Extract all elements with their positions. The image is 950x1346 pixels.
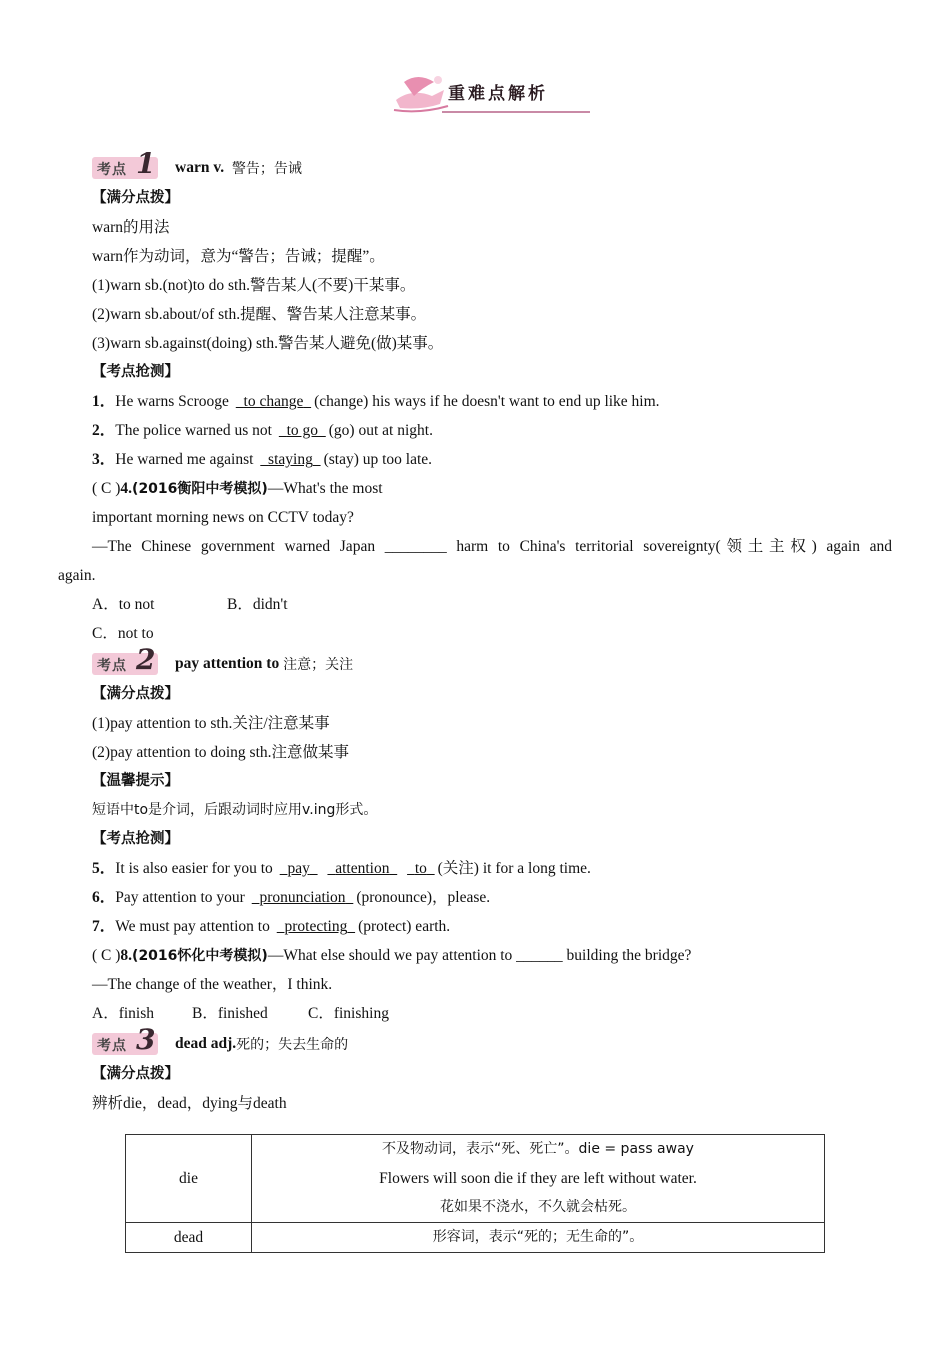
banner-underline (442, 111, 590, 113)
option-b: B．finished (192, 1005, 268, 1022)
point-badge: 考点 3 (92, 1033, 158, 1055)
answer-blank: to (414, 860, 427, 877)
table-desc-cell: 形容词，表示“死的；无生命的”。 (252, 1223, 825, 1253)
answer-blank: attention (335, 860, 390, 877)
tip-line: warn的用法 (92, 219, 170, 236)
table-word-cell: die (126, 1135, 252, 1223)
answer-blank: pay (287, 860, 310, 877)
answer-blank: staying (268, 451, 313, 468)
point-badge: 考点 1 (92, 157, 158, 179)
tip-line: (1)warn sb.(not)to do sth.警告某人(不要)干某事。 (92, 277, 416, 294)
table-row (126, 1135, 825, 1223)
point-heading-3: 考点 3 dead adj. 死的；失去生命的 (92, 1028, 892, 1060)
answer-blank: protecting (284, 918, 348, 935)
options-row (92, 999, 892, 1028)
question-8-reply: —The change of the weather，I think. (92, 976, 333, 993)
question-3: 3．He warned me against staying (stay) up too late. (92, 451, 433, 468)
question-8: ( C )8.(2016怀化中考模拟)—What else should we pay attention to ______ building the bridge? (92, 947, 692, 964)
point-badge: 考点 2 (92, 653, 158, 675)
answer-blank: to go (286, 422, 319, 439)
section-banner (392, 70, 592, 116)
tip-line: 辨析die，dead，dying与death (92, 1095, 287, 1112)
tip-line: (3)warn sb.against(doing) sth.警告某人避免(做)某事。 (92, 335, 444, 352)
point-heading-1: 考点 1 warn v. 警告；告诫 (92, 152, 892, 184)
question-2: 2．The police warned us not to go (go) out at night. (92, 422, 433, 439)
question-6: 6．Pay attention to your pronunciation (pronounce)，please. (92, 889, 491, 906)
question-1: 1．He warns Scrooge to change (change) his ways if he doesn't want to end up like him. (92, 393, 660, 410)
question-4-dialogue: —The Chinese government warned Japan ________ harm to China's territorial sovereignty(领土主权) again and (92, 538, 892, 555)
question-4: ( C )4.(2016衡阳中考模拟)—What's the most (92, 480, 383, 497)
tips-title: 【满分点拨】 (92, 686, 179, 702)
options-row (92, 590, 892, 619)
comparison-table (125, 1134, 825, 1253)
question-5: 5．It is also easier for you to pay attention to (关注) it for a long time. (92, 860, 591, 877)
table-row (126, 1223, 825, 1253)
banner-title: 重难点解析 (448, 84, 548, 104)
option-a: A．to not (92, 596, 155, 613)
option-b: B．didn't (227, 596, 288, 613)
warm-text: 短语中to是介词，后跟动词时应用v.ing形式。 (92, 802, 378, 818)
document-body (58, 147, 892, 1118)
tip-line: (2)pay attention to doing sth.注意做某事 (92, 744, 350, 761)
point-word: warn v. (175, 159, 225, 176)
question-7: 7．We must pay attention to protecting (protect) earth. (92, 918, 451, 935)
tip-line: warn作为动词，意为“警告；告诫；提醒”。 (92, 248, 385, 265)
point-heading-2: 考点 2 pay attention to 注意；关注 (92, 648, 892, 680)
answer-blank: to change (243, 393, 304, 410)
tip-line: (2)warn sb.about/of sth.提醒、警告某人注意某事。 (92, 306, 427, 323)
answer-blank: pronunciation (259, 889, 346, 906)
exercise-title: 【考点抢测】 (92, 364, 179, 380)
tips-title: 【满分点拨】 (92, 1066, 179, 1082)
question-4-dialogue-end: again. (58, 567, 96, 584)
table-word-cell: dead (126, 1223, 252, 1253)
table-desc-cell: 不及物动词，表示“死、死亡”。die = pass away Flowers will soon die if they are left without water. 花如果不浇水，不久就会枯死。 (252, 1135, 825, 1223)
point-word: pay attention to (175, 655, 280, 672)
option-a: A．finish (92, 1005, 155, 1022)
point-word: dead adj. (175, 1035, 237, 1052)
tips-title: 【满分点拨】 (92, 190, 179, 206)
warm-title: 【温馨提示】 (92, 773, 179, 789)
tip-line: (1)pay attention to sth.关注/注意某事 (92, 715, 330, 732)
option-c: C．finishing (308, 1005, 389, 1022)
question-4-cont: important morning news on CCTV today? (92, 509, 354, 526)
ribbon-icon (392, 70, 452, 116)
exercise-title: 【考点抢测】 (92, 831, 179, 847)
option-c: C．not to (92, 625, 154, 642)
